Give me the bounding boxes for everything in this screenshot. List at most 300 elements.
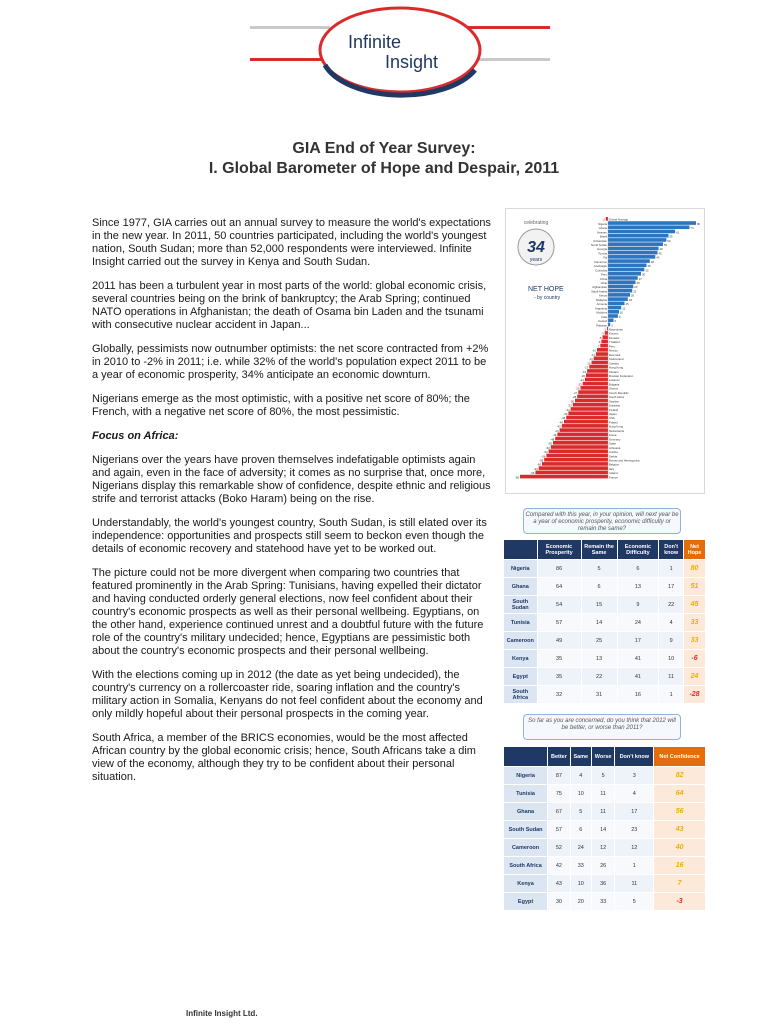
net-hope-chart-svg	[506, 209, 704, 493]
table-row	[504, 650, 706, 668]
value-cell: 12	[615, 839, 654, 857]
country-cell: Tunisia	[504, 614, 538, 632]
badge-bottom-text: years	[529, 257, 543, 263]
chart-category-label: Argentina	[595, 306, 607, 311]
chart-bar	[578, 390, 608, 394]
chart-bar	[546, 454, 608, 458]
value-cell: 43	[548, 875, 571, 893]
chart-value-label: 50	[664, 242, 668, 247]
chart-category-label: Vietnam	[596, 230, 607, 235]
chart-bar	[608, 263, 647, 267]
chart-category-label: Netherlands	[609, 428, 625, 433]
chart-category-label: Bulgaria	[609, 382, 620, 387]
section-heading: Focus on Africa:	[92, 430, 179, 442]
value-cell: 16	[617, 686, 659, 704]
paragraph: Globally, pessimists now outnumber optimists: the net score contracted from +2% in 2010 to -2% in 2011; i.e. while 32% of the world's population expect 2011 to be a year of economic prosperity, 34% anticipate an economic downturn.	[92, 343, 489, 381]
value-cell: 49	[537, 632, 581, 650]
chart-value-label: -52	[545, 445, 550, 450]
chart-category-label: Kosovo	[609, 331, 619, 336]
net-score-cell: 51	[684, 578, 706, 596]
value-cell: 54	[537, 596, 581, 614]
table-header: Net Confidence	[654, 747, 706, 767]
chart-category-label: Fiji	[603, 255, 607, 260]
chart-bar	[608, 225, 689, 229]
value-cell: 30	[548, 893, 571, 911]
table-header	[504, 747, 548, 767]
badge-number: 34	[527, 239, 545, 256]
country-cell: Kenya	[504, 875, 548, 893]
chart-bar	[608, 314, 618, 318]
chart-bar	[608, 234, 669, 238]
value-cell: 64	[537, 578, 581, 596]
net-score-cell: 64	[654, 785, 706, 803]
chart-value-label: -34	[565, 407, 570, 412]
chart-bar	[571, 407, 608, 411]
chart-value-label: 12	[622, 306, 626, 311]
chart-category-label: South Sudan	[590, 242, 607, 247]
paragraph: Since 1977, GIA carries out an annual survey to measure the world's expectations in the new year. In 2011, 50 countries participated, including the world's youngest nation, South Sudan; more than 52,000 respondents were interviewed. Infinite Insight carried out the survey in Kenya and South Sudan.	[92, 217, 491, 268]
chart-category-label: Uzbekistan	[593, 238, 607, 243]
chart-bar	[606, 217, 608, 221]
table-header: Don't know	[615, 747, 654, 767]
badge-top-text: celebrating	[523, 220, 549, 226]
value-cell: 1	[659, 560, 684, 578]
chart-bar	[608, 268, 644, 272]
chart-value-label: 30	[642, 272, 646, 277]
chart-category-label: Brazil	[600, 234, 607, 239]
chart-category-label: Mexico	[609, 348, 618, 353]
chart-value-label: 53	[667, 238, 671, 243]
paragraph: Understandably, the world's youngest country, South Sudan, is still elated over its independence: opportunities and prospects still seem to beckon even though the details of economic recovery and statehood have yet to be worked out.	[92, 517, 487, 555]
value-cell: 26	[591, 857, 615, 875]
value-cell: 10	[659, 650, 684, 668]
chart-bar	[608, 230, 675, 234]
chart-value-label: -7	[596, 344, 600, 349]
value-cell: 23	[615, 821, 654, 839]
table-header: Economic Difficulty	[617, 540, 659, 560]
country-cell: South Africa	[504, 857, 548, 875]
value-cell: 6	[570, 821, 591, 839]
chart-bar	[560, 428, 608, 432]
value-cell: 13	[581, 650, 617, 668]
chart-category-label: Finland	[609, 407, 619, 412]
chart-category-label: Germany	[609, 437, 621, 442]
chart-bar	[577, 394, 608, 398]
value-cell: 5	[581, 560, 617, 578]
chart-value-label: -15	[586, 361, 591, 366]
chart-bar	[575, 399, 608, 403]
chart-value-label: -5	[599, 335, 602, 340]
chart-category-label: Peru	[601, 272, 607, 277]
chart-value-label: 43	[656, 255, 660, 260]
chart-category-label: Ukraine	[609, 369, 619, 374]
chart-value-label: 27	[638, 276, 642, 281]
chart-value-label: 80	[697, 221, 701, 226]
chart-category-label: Spain	[609, 441, 617, 446]
value-cell: 5	[615, 893, 654, 911]
value-cell: 17	[615, 803, 654, 821]
value-cell: 20	[570, 893, 591, 911]
chart-value-label: -54	[543, 450, 548, 455]
question-bubble: So far as you are concerned, do you think that 2012 will be better, or worse than 2011?	[523, 714, 681, 740]
chart-value-label: -80	[514, 475, 519, 480]
chart-value-label: -60	[536, 462, 541, 467]
value-cell: 11	[591, 803, 615, 821]
chart-value-label: 15	[625, 302, 629, 307]
infinite-insight-logo	[250, 0, 550, 110]
chart-category-label: Global Average	[609, 217, 629, 222]
paragraph: Nigerians emerge as the most optimistic, with a positive net score of 80%; the French, with a negative net score of 80%, the most pessimistic.	[92, 393, 470, 418]
chart-bar	[581, 386, 609, 390]
value-cell: 17	[617, 632, 659, 650]
chart-category-label: Greece	[609, 386, 619, 391]
chart-value-label: -56	[541, 454, 546, 459]
chart-category-label: Saudi Arabia	[591, 289, 607, 294]
value-cell: 25	[581, 632, 617, 650]
chart-value-label: -66	[530, 471, 535, 476]
country-cell: South Sudan	[504, 821, 548, 839]
chart-bar	[592, 361, 609, 365]
chart-category-label: Hong Kong	[609, 424, 623, 429]
country-cell: Nigeria	[504, 560, 538, 578]
value-cell: 31	[581, 686, 617, 704]
chart-bar	[608, 221, 696, 225]
chart-value-label: 61	[676, 230, 680, 235]
value-cell: 3	[615, 767, 654, 785]
table-row	[504, 614, 706, 632]
chart-value-label: 33	[645, 268, 649, 273]
chart-value-label: -38	[561, 416, 566, 421]
chart-category-label: Macedonia	[609, 327, 623, 332]
chart-bar	[608, 302, 625, 306]
chart-value-label: -28	[572, 395, 577, 400]
chart-value-label: -50	[547, 441, 552, 446]
chart-bar	[535, 471, 608, 475]
chart-bar	[608, 259, 650, 263]
chart-category-label: Malaysia	[595, 297, 607, 302]
table-header: Same	[570, 747, 591, 767]
value-cell: 87	[548, 767, 571, 785]
paragraph: 2011 has been a turbulent year in most parts of the world: global economic crisis, several countries being on the brink of bankruptcy; the Arab Spring; continued NATO operations in Afghanistan; the death of Osama bin Laden and the tsunami with consecutive nuclear accident in Japan...	[92, 280, 487, 331]
net-score-cell: -28	[684, 686, 706, 704]
table-header: Net Hope	[684, 540, 706, 560]
country-cell: Cameroon	[504, 839, 548, 857]
chart-bar	[596, 352, 608, 356]
net-hope-chart	[505, 208, 705, 494]
chart-category-label: Tunisia	[598, 251, 607, 256]
table-row	[504, 839, 706, 857]
personal-outlook-table	[503, 746, 706, 911]
chart-label-title: NET HOPE	[528, 286, 564, 293]
value-cell: 4	[659, 614, 684, 632]
country-cell: South Africa	[504, 686, 538, 704]
logo-line1: Infinite	[348, 32, 402, 52]
question-bubble: Compared with this year, in your opinion, will next year be a year of economic prosperity, economic difficulty or remain the same?	[523, 508, 681, 534]
chart-category-label: Ecuador	[609, 335, 620, 340]
table-row	[504, 821, 706, 839]
chart-category-label: Czech Republic	[609, 390, 629, 395]
chart-value-label: 74	[690, 226, 694, 231]
chart-bar	[585, 378, 608, 382]
table-row	[504, 560, 706, 578]
net-score-cell: 16	[654, 857, 706, 875]
country-cell: Kenya	[504, 650, 538, 668]
chart-value-label: 45	[658, 251, 662, 256]
chart-category-label: Moldova	[596, 310, 607, 315]
chart-bar	[555, 437, 608, 441]
chart-bar	[608, 289, 632, 293]
chart-value-label: -36	[563, 412, 568, 417]
chart-bar	[587, 369, 608, 373]
chart-category-label: Australia	[609, 403, 620, 408]
chart-bar	[564, 420, 608, 424]
chart-bar	[608, 251, 658, 255]
chart-bar	[608, 306, 621, 310]
value-cell: 67	[548, 803, 571, 821]
table-header: Remain the Same	[581, 540, 617, 560]
chart-bar	[608, 285, 633, 289]
chart-bar	[605, 331, 608, 335]
chart-category-label: Canada	[609, 361, 619, 366]
chart-value-label: 5	[614, 319, 617, 324]
value-cell: 41	[617, 668, 659, 686]
chart-value-label: -13	[588, 357, 593, 362]
net-score-cell: 7	[654, 875, 706, 893]
table-row	[504, 767, 706, 785]
value-cell: 15	[581, 596, 617, 614]
table-row	[504, 785, 706, 803]
chart-value-label: 35	[647, 264, 651, 269]
value-cell: 9	[617, 596, 659, 614]
chart-category-label: USA	[609, 416, 615, 421]
chart-bar	[608, 297, 628, 301]
paragraph: The picture could not be more divergent when comparing two countries that featured prominently in the Arab Spring: Tunisians, having expelled their dictator and having conducted orderly general elections, now feel confident about their country's economic prospects as well as their personal wellbeing. Egyptians, on the other hand, experience continued unrest and a doubtful future with the future role of the country's military undecided; hence, Egyptians are pessimistic both about the country's economic prospects and their personal wellbeing.	[92, 567, 484, 657]
value-cell: 9	[659, 632, 684, 650]
chart-value-label: -21	[579, 378, 584, 383]
net-score-cell: 33	[684, 614, 706, 632]
chart-bar	[608, 242, 663, 246]
table-row	[504, 893, 706, 911]
value-cell: 22	[659, 596, 684, 614]
net-score-cell: 80	[684, 560, 706, 578]
table-row	[504, 686, 706, 704]
chart-category-label: Peru	[609, 344, 615, 349]
chart-category-label: Switzerland	[609, 357, 624, 362]
value-cell: 14	[581, 614, 617, 632]
chart-value-label: -25	[575, 386, 580, 391]
value-cell: 11	[615, 875, 654, 893]
net-score-cell: 43	[654, 821, 706, 839]
chart-bar	[601, 340, 608, 344]
chart-category-label: India	[600, 314, 607, 319]
chart-value-label: -19	[582, 369, 587, 374]
chart-value-label: 38	[650, 259, 654, 264]
chart-category-label: Kenya	[599, 293, 607, 298]
chart-bar	[594, 356, 608, 360]
net-score-cell: -3	[654, 893, 706, 911]
chart-category-label: Denmark	[609, 352, 621, 357]
net-score-cell: 40	[654, 839, 706, 857]
chart-category-label: Russian Federation	[609, 373, 634, 378]
chart-category-label: China	[599, 276, 607, 281]
chart-value-label: -11	[591, 352, 595, 357]
net-score-cell: -6	[684, 650, 706, 668]
chart-category-label: Sweden	[609, 399, 620, 404]
value-cell: 1	[615, 857, 654, 875]
net-score-cell: 33	[684, 632, 706, 650]
chart-category-label: Afghanistan	[592, 285, 607, 290]
table-header: Economic Prosperity	[537, 540, 581, 560]
value-cell: 86	[537, 560, 581, 578]
chart-value-label: -2	[602, 217, 605, 222]
chart-bar	[608, 318, 614, 322]
chart-category-label: Ghana	[598, 226, 607, 231]
net-score-cell: 45	[684, 596, 706, 614]
economic-outlook-table	[503, 539, 706, 704]
net-score-cell: 56	[654, 803, 706, 821]
chart-category-label: Korea	[609, 433, 617, 438]
paragraph: With the elections coming up in 2012 (the date as yet being undecided), the country's currency on a rollercoaster ride, soaring inflation and the country's military action in Somalia, Kenyans do not feel confident about the economy and only mildly hopeful about their personal prospects in the coming year.	[92, 669, 483, 720]
value-cell: 57	[548, 821, 571, 839]
table-header	[504, 540, 538, 560]
country-cell: South Sudan	[504, 596, 538, 614]
chart-category-label: Thailand	[609, 340, 620, 345]
chart-value-label: -23	[577, 382, 582, 387]
chart-value-label: 20	[631, 293, 635, 298]
paragraph: South Africa, a member of the BRICS economies, would be the most affected African country by the global economic crisis; hence, South Africans take a dim view of the economy, although they try to be confident about their personal situation.	[92, 732, 476, 783]
table-header: Worse	[591, 747, 615, 767]
chart-bar	[608, 293, 630, 297]
chart-value-label: 2	[611, 323, 613, 328]
chart-category-label: Austria	[609, 450, 618, 455]
chart-bar	[566, 416, 608, 420]
table-row	[504, 578, 706, 596]
value-cell: 17	[659, 578, 684, 596]
chart-bar	[539, 466, 608, 470]
value-cell: 35	[537, 668, 581, 686]
table-header: Better	[548, 747, 571, 767]
anniversary-badge	[518, 220, 554, 265]
table-row	[504, 596, 706, 614]
chart-bar	[608, 276, 638, 280]
value-cell: 11	[591, 785, 615, 803]
chart-value-label: -42	[556, 424, 561, 429]
value-cell: 24	[617, 614, 659, 632]
chart-value-label: -10	[591, 348, 596, 353]
chart-value-label: -3	[601, 331, 604, 336]
chart-value-label: -58	[539, 458, 544, 463]
paragraph: Nigerians over the years have proven themselves indefatigable optimists again and again, even in the face of adversity; it comes as no surprise that, once more, Nigerians display this remarkable show of confidence, despite ethnic and religious strife and terrorist attacks (Boko Haram) being on the rise.	[92, 454, 491, 505]
table-row	[504, 632, 706, 650]
net-score-cell: 82	[654, 767, 706, 785]
chart-value-label: 55	[669, 234, 673, 239]
country-cell: Nigeria	[504, 767, 548, 785]
chart-value-label: -63	[533, 466, 538, 471]
chart-bar	[589, 365, 608, 369]
chart-value-label: -40	[558, 420, 563, 425]
table-row	[504, 668, 706, 686]
chart-bar	[608, 238, 666, 242]
chart-value-label: -6	[597, 340, 601, 345]
chart-category-label: Lebanon	[609, 378, 620, 383]
chart-bar	[603, 335, 609, 339]
chart-bar	[608, 310, 619, 314]
chart-bar	[568, 411, 608, 415]
value-cell: 5	[591, 767, 615, 785]
chart-bar	[586, 373, 608, 377]
chart-value-label: -48	[550, 437, 555, 442]
value-cell: 52	[548, 839, 571, 857]
value-cell: 1	[659, 686, 684, 704]
value-cell: 6	[617, 560, 659, 578]
value-cell: 10	[570, 875, 591, 893]
table-row	[504, 857, 706, 875]
chart-bar	[520, 475, 608, 479]
chart-bar	[557, 433, 608, 437]
value-cell: 32	[537, 686, 581, 704]
chart-bar	[608, 280, 636, 284]
chart-value-label: 18	[628, 297, 632, 302]
chart-category-label: Hong Kong	[609, 365, 623, 370]
chart-bar	[608, 247, 659, 251]
value-cell: 11	[659, 668, 684, 686]
chart-category-label: Iceland	[597, 319, 607, 324]
value-cell: 24	[570, 839, 591, 857]
chart-value-label: 46	[659, 247, 663, 252]
chart-value-label: -27	[573, 390, 578, 395]
chart-value-label: -1	[603, 327, 606, 332]
chart-category-label: South Africa	[609, 395, 625, 400]
chart-bar	[544, 458, 608, 462]
chart-category-label: Lithuania	[609, 445, 621, 450]
country-cell: Cameroon	[504, 632, 538, 650]
chart-bar	[542, 462, 608, 466]
chart-value-label: -17	[584, 365, 589, 370]
value-cell: 36	[591, 875, 615, 893]
chart-value-label: 9	[618, 314, 621, 319]
chart-category-label: Azerbaijan	[593, 264, 607, 269]
chart-value-label: -30	[569, 399, 574, 404]
value-cell: 22	[581, 668, 617, 686]
chart-bar	[608, 255, 655, 259]
chart-value-label: 25	[636, 281, 640, 286]
net-score-cell: 24	[684, 668, 706, 686]
chart-bar	[562, 424, 608, 428]
logo-line2: Insight	[385, 52, 439, 72]
chart-category-label: Bosnia and Herzegovina	[609, 458, 640, 463]
country-cell: Ghana	[504, 578, 538, 596]
page-title-line1: GIA End of Year Survey:	[292, 140, 476, 157]
value-cell: 10	[570, 785, 591, 803]
value-cell: 42	[548, 857, 571, 875]
chart-value-label: -46	[552, 433, 557, 438]
chart-category-label: Poland	[609, 420, 618, 425]
chart-value-label: 22	[633, 289, 637, 294]
chart-value-label: 10	[620, 310, 624, 315]
page-title-line2: I. Global Barometer of Hope and Despair, 2011	[208, 160, 560, 177]
value-cell: 4	[615, 785, 654, 803]
table-row	[504, 875, 706, 893]
chart-category-label: Serbia	[609, 454, 618, 459]
chart-category-label: Georgia	[597, 247, 607, 252]
value-cell: 35	[537, 650, 581, 668]
value-cell: 13	[617, 578, 659, 596]
value-cell: 33	[591, 893, 615, 911]
chart-category-label: Chile	[600, 281, 607, 286]
value-cell: 57	[537, 614, 581, 632]
chart-value-label: -44	[554, 428, 559, 433]
chart-bar	[608, 272, 641, 276]
